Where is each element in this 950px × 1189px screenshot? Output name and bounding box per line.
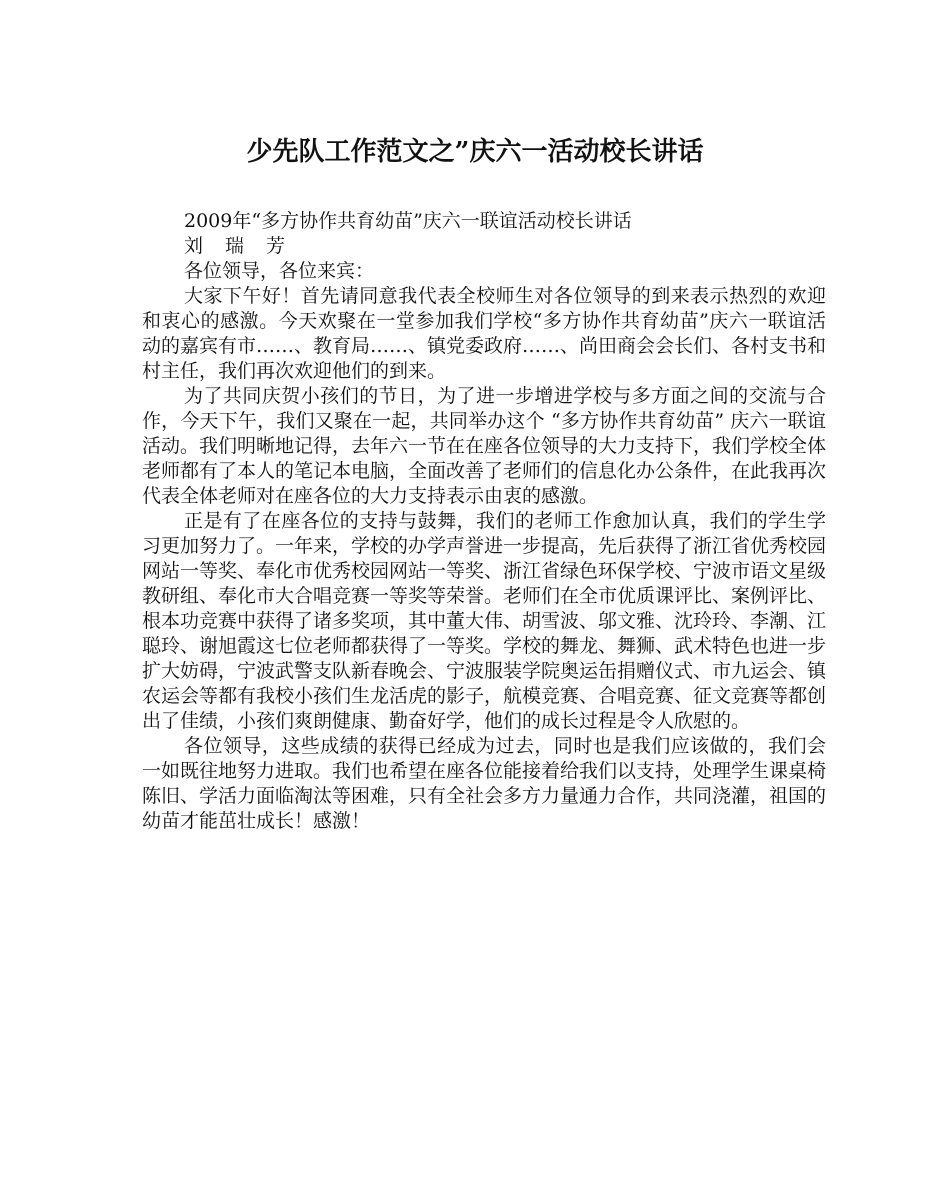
paragraph-greeting: 大家下午好！首先请同意我代表全校师生对各位领导的到来表示热烈的欢迎和衷心的感激。今天欢聚在一堂参加我们学校“多方协作共育幼苗”庆六一联谊活动的嘉宾有市……、教育局……、镇党委政府……、尚田商会会长们、各村支书和村主任，我们再次欢迎他们的到来。 (142, 285, 827, 382)
salutation: 各位领导，各位来宾： (184, 260, 375, 282)
paragraph-achievements: 正是有了在座各位的支持与鼓舞，我们的老师工作愈加认真，我们的学生学习更加努力了。一年来，学校的办学声誉进一步提高，先后获得了浙江省优秀校园网站一等奖、奉化市优秀校园网站一等奖、浙江省绿色环保学校、宁波市语文星级教研组、奉化市大合唱竞赛一等奖等荣誉。老师们在全市优质课评比、案例评比、根本功竞赛中获得了诸多奖项，其中董大伟、胡雪波、邬文雅、沈玲玲、李潮、江聪玲、谢旭霞这七位老师都获得了一等奖。学校的舞龙、舞狮、武术特色也进一步扩大妨碍，宁波武警支队新春晚会、宁波服装学院奥运缶捐赠仪式、市九运会、镇农运会等都有我校小孩们生龙活虎的影子，航模竞赛、合唱竞赛、征文竞赛等都创出了佳绩，小孩们爽朗健康、勤奋好学，他们的成长过程是令人欣慰的。 (142, 510, 827, 732)
speech-subtitle: 2009年“多方协作共育幼苗”庆六一联谊活动校长讲话 (184, 210, 632, 232)
paragraph-purpose: 为了共同庆贺小孩们的节日，为了进一步增进学校与多方面之间的交流与合作，今天下午，我们又聚在一起，共同举办这个 “多方协作共育幼苗” 庆六一联谊活动。我们明晰地记得，去年六一节在在座各位领导的大力支持下，我们学校全体老师都有了本人的笔记本电脑，全面改善了老师们的信息化办公条件，在此我再次代表全体老师对在座各位的大力支持表示由衷的感激。 (142, 385, 827, 507)
author-name: 刘瑞芳 (184, 235, 308, 257)
document-title: 少先队工作范文之”庆六一活动校长讲话 (246, 137, 704, 167)
paragraph-closing: 各位领导，这些成绩的获得已经成为过去，同时也是我们应该做的，我们会一如既往地努力进取。我们也希望在座各位能接着给我们以支持，处理学生课桌椅陈旧、学活力面临淘汰等困难，只有全社会多方力量通力合作，共同浇灌，祖国的幼苗才能茁壮成长！感激！ (142, 735, 827, 832)
document-body (142, 209, 826, 834)
